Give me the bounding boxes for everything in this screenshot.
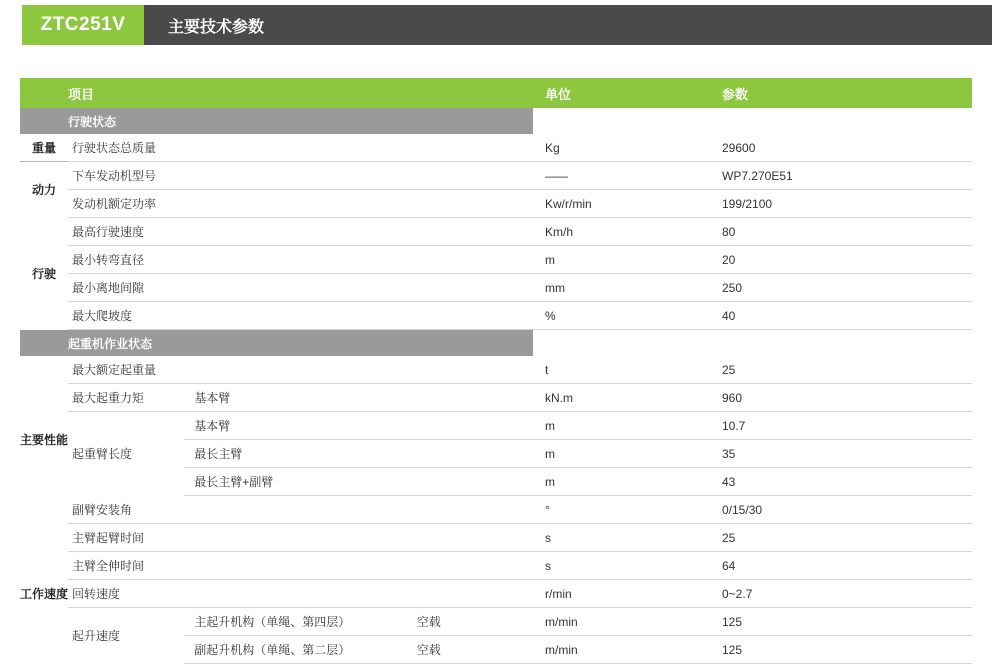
section-category-cell xyxy=(20,330,68,357)
table-row xyxy=(20,496,972,524)
row-unit: m/min xyxy=(533,636,710,664)
table-row xyxy=(20,134,972,162)
row-subitem: 副起升机构（单绳、第二层） xyxy=(184,636,417,664)
row-unit: Km/h xyxy=(533,218,710,246)
row-item: 行驶状态总质量 xyxy=(68,134,533,162)
row-item: 最大爬坡度 xyxy=(68,302,533,330)
row-item: 起升速度 xyxy=(72,629,121,644)
row-value: 0/15/30 xyxy=(710,496,972,524)
row-item: 最大额定起重量 xyxy=(68,356,533,384)
row-unit: mm xyxy=(533,274,710,302)
row-item: 起重臂长度 xyxy=(72,447,133,462)
row-value: 0~2.7 xyxy=(710,580,972,608)
row-value: 125 xyxy=(710,608,972,636)
row-item: 主臂起臂时间 xyxy=(68,524,533,552)
table-header-row xyxy=(20,78,972,108)
spec-table xyxy=(20,78,972,664)
section-header-row xyxy=(20,108,972,134)
col-header-item: 项目 xyxy=(68,78,533,108)
row-value: 960 xyxy=(710,384,972,412)
row-subitem: 最长主臂 xyxy=(184,440,533,468)
row-unit: m xyxy=(533,468,710,496)
row-unit: s xyxy=(533,552,710,580)
page-header xyxy=(0,5,992,45)
row-value: 10.7 xyxy=(710,412,972,440)
row-value: 35 xyxy=(710,440,972,468)
row-value: 80 xyxy=(710,218,972,246)
table-row xyxy=(20,246,972,274)
table-row xyxy=(20,162,972,190)
row-unit: Kw/r/min xyxy=(533,190,710,218)
row-condition: 空载 xyxy=(417,608,533,636)
row-item: 最小离地间隙 xyxy=(68,274,533,302)
row-value: 250 xyxy=(710,274,972,302)
row-value: 20 xyxy=(710,246,972,274)
model-badge: ZTC251V xyxy=(22,5,144,45)
table-row xyxy=(20,608,972,636)
row-item: 主臂全伸时间 xyxy=(68,552,533,580)
table-row xyxy=(20,524,972,552)
table-row xyxy=(20,412,972,440)
page-title: 主要技术参数 xyxy=(144,5,992,45)
header-left-spacer xyxy=(0,5,22,45)
row-item: 下车发动机型号 xyxy=(68,162,533,190)
row-value: WP7.270E51 xyxy=(710,162,972,190)
row-unit: kN.m xyxy=(533,384,710,412)
row-item: 副臂安装角 xyxy=(68,496,533,524)
row-condition: 空载 xyxy=(417,636,533,664)
section-value-blank xyxy=(710,330,972,357)
table-row xyxy=(20,552,972,580)
row-item: 最小转弯直径 xyxy=(68,246,533,274)
table-row xyxy=(20,274,972,302)
row-category: 重量 xyxy=(20,134,68,162)
row-item: 最高行驶速度 xyxy=(68,218,533,246)
section-header-row xyxy=(20,330,972,357)
row-item: 回转速度 xyxy=(68,580,533,608)
row-unit: % xyxy=(533,302,710,330)
table-row xyxy=(20,302,972,330)
row-value: 40 xyxy=(710,302,972,330)
row-value: 25 xyxy=(710,524,972,552)
section-title-driving: 行驶状态 xyxy=(68,108,533,134)
row-unit: ° xyxy=(533,496,710,524)
table-row xyxy=(20,190,972,218)
col-header-unit: 单位 xyxy=(533,78,710,108)
row-unit: s xyxy=(533,524,710,552)
row-subitem: 最长主臂+副臂 xyxy=(184,468,533,496)
section-unit-blank xyxy=(533,108,710,134)
table-row xyxy=(20,384,972,412)
section-category-cell xyxy=(20,108,68,134)
row-category: 工作速度 xyxy=(20,587,69,601)
table-row xyxy=(20,356,972,384)
row-unit: r/min xyxy=(533,580,710,608)
row-unit: m xyxy=(533,412,710,440)
section-title-crane: 起重机作业状态 xyxy=(68,330,533,357)
row-unit: Kg xyxy=(533,134,710,162)
row-value: 125 xyxy=(710,636,972,664)
row-value: 64 xyxy=(710,552,972,580)
spec-table-container xyxy=(0,78,992,664)
row-unit: m xyxy=(533,246,710,274)
row-unit: —— xyxy=(533,162,710,190)
col-header-category xyxy=(20,78,68,108)
row-item: 发动机额定功率 xyxy=(68,190,533,218)
row-unit: t xyxy=(533,356,710,384)
row-unit: m/min xyxy=(533,608,710,636)
table-row xyxy=(20,580,972,608)
row-value: 25 xyxy=(710,356,972,384)
row-category: 行驶 xyxy=(31,267,56,281)
section-unit-blank xyxy=(533,330,710,357)
row-item: 最大起重力矩 xyxy=(68,384,184,412)
row-value: 29600 xyxy=(710,134,972,162)
row-subitem: 主起升机构（单绳、第四层） xyxy=(184,608,417,636)
row-category: 动力 xyxy=(31,183,56,198)
col-header-value: 参数 xyxy=(710,78,972,108)
row-unit: m xyxy=(533,440,710,468)
row-value: 199/2100 xyxy=(710,190,972,218)
row-subitem: 基本臂 xyxy=(184,384,533,412)
table-row xyxy=(20,218,972,246)
row-subitem: 基本臂 xyxy=(184,412,533,440)
section-value-blank xyxy=(710,108,972,134)
row-value: 43 xyxy=(710,468,972,496)
row-category: 主要性能 xyxy=(20,433,69,448)
